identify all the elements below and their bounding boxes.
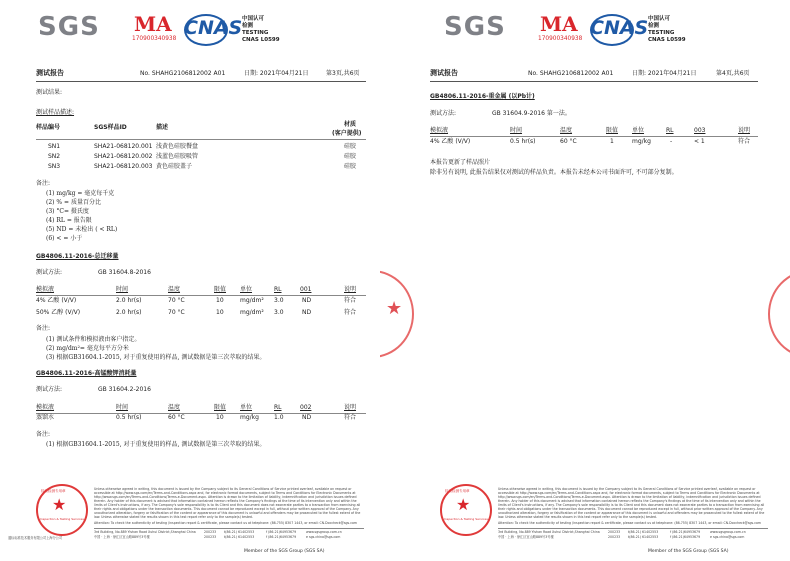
h-unit: 单位	[632, 127, 645, 134]
method-label: 测试方法:	[430, 110, 457, 117]
section2-method-label: 测试方法:	[36, 386, 63, 393]
cnas-cn2: 检测	[648, 23, 660, 29]
s2-h-time: 时间	[116, 404, 129, 411]
s1-header-rule	[36, 295, 366, 296]
sample-header-sgs-id: SGS样品ID	[94, 124, 127, 131]
s1-r1-simulant: 4% 乙酸 (V/V)	[36, 297, 77, 304]
stamp-star-icon: ★	[52, 495, 67, 514]
s1-r2-time: 2.0 hr(s)	[116, 309, 142, 316]
seam-stamp-left	[380, 270, 414, 360]
cnas-testing: TESTING	[648, 30, 675, 36]
s1-r2-unit: mg/dm²	[240, 309, 264, 316]
section-overall-migration-title: GB4806.11-2016-总迁移量	[36, 253, 119, 260]
sample-sn1: SN1	[48, 143, 61, 150]
method: GB 31604.9-2016 第一法。	[492, 110, 571, 117]
report-number: No. SHAHG2106812002 A01	[528, 70, 614, 77]
s1-note-3: (3) 根据GB31604.1-2015, 对于重复使用的样品, 测试数据是第三次萃取的结果。	[46, 354, 266, 361]
s2-h-limit: 限值	[214, 404, 227, 411]
footer-fax-cn: f (86-21)64953679	[266, 535, 297, 539]
stamp-title: 检验检测专用章	[445, 489, 470, 493]
report-page-3	[8, 0, 380, 561]
s2-header-rule	[36, 413, 366, 414]
section-heavy-metal-title: GB4806.11-2016-重金属 (以Pb计)	[430, 93, 535, 100]
s2-h-remark: 说明	[344, 404, 357, 411]
footer-tel-en: t(86-21) 61402553	[224, 530, 255, 534]
s1-note-2: (2) mg/dm²= 毫克每平方分米	[46, 345, 129, 352]
s1-r1-time: 2.0 hr(s)	[116, 297, 142, 304]
stamp-star-icon: ★	[456, 495, 471, 514]
footer-address-cn: 中国 · 上海 · 徐汇区宜山路889号3号楼	[498, 535, 554, 539]
cnas-code: CNAS L0599	[242, 37, 280, 43]
s1-r1-001: ND	[302, 297, 312, 304]
footer-disclaimer: Unless otherwise agreed in writing, this document is issued by the Company subject to its General Conditions of Service printed overleaf, available on request or accessible at http://www.sgs.com/en/Terms-and-Conditions.aspx and, for electronic format documents, subject to Terms and Conditions for Electronic Documents at http://www.sgs.com/en/Terms-and-Conditions/Terms-e-Document.aspx. Attention is drawn to the limitation of liability, indemnification and jurisdiction issues defined therein. Any holder of this document is advised that information contained hereon reflects the Company's findings at the time of its intervention only and within the limits of Client's instructions, if any. The Company's sole responsibility is to its Client and this document does not exonerate parties to a transaction from exercising all their rights and obligations under the transaction documents. This document cannot be reproduced except in full, without prior written approval of the Company. Any unauthorized alteration, forgery or falsification of the content or appearance of this document is unlawful and offenders may be prosecuted to the fullest extent of the law. Unless otherwise stated the results shown in this test report refer only to the sample(s) tested.	[498, 487, 765, 519]
seam-stamp-right	[768, 270, 790, 360]
s1-notes-label: 备注:	[36, 325, 51, 332]
footer-tel-en: t(86-21) 61402553	[628, 530, 659, 534]
report-date: 日期: 2021年04月21日	[632, 70, 697, 77]
s2-r1-002: ND	[302, 414, 312, 421]
s1-r1-remark: 符合	[344, 297, 357, 304]
remark-6: (6) < = 小于	[46, 235, 83, 242]
h-simulant: 模拟液	[430, 127, 449, 134]
cnas-cn: 中国认可	[242, 16, 265, 22]
section2-method: GB 31604.2-2016	[98, 386, 151, 393]
stamp-company: 通标标准技术服务有限公司上海分公司	[8, 536, 63, 540]
r1-simulant: 4% 乙酸 (V/V)	[430, 138, 471, 145]
sgs-logo: SGS	[444, 12, 506, 42]
sample-desc-label: 测试样品描述:	[36, 109, 75, 116]
sample-sn3-desc: 黄色硅胶盖子	[156, 163, 193, 170]
sample-header-desc: 描述	[156, 124, 169, 131]
footer-zip-en: 200233	[608, 530, 621, 534]
title-rule	[430, 81, 758, 82]
s1-r1-unit: mg/dm²	[240, 297, 264, 304]
footer-rule	[94, 528, 364, 529]
sample-sn2: SN2	[48, 153, 61, 160]
footer-fax-en: f (86-21)64953679	[266, 530, 297, 534]
s2-note-1: (1) 根据GB31604.1-2015, 对于重复使用的样品, 测试数据是第三次萃取的结果。	[46, 441, 266, 448]
cnas-text	[242, 16, 280, 44]
sample-sn3: SN3	[48, 163, 61, 170]
s2-h-unit: 单位	[240, 404, 253, 411]
footer-attention: Attention: To check the authenticity of testing /inspection report & certificate, please contact us at telephone: (86-755) 8307 1443, or email: CN.Doccheck@sgs.com	[94, 521, 358, 525]
page-number: 第4页,共6页	[716, 70, 750, 77]
footer-web[interactable]: www.sgsgroup.com.cn	[306, 530, 342, 534]
s1-r2-remark: 符合	[344, 309, 357, 316]
r1-remark: 符合	[738, 138, 751, 145]
remark-3: (3) °C= 摄氏度	[46, 208, 89, 215]
footer-tel-cn: t(86-21) 61402553	[628, 535, 659, 539]
h-remark: 说明	[738, 127, 751, 134]
title-rule	[36, 81, 366, 82]
r1-time: 0.5 hr(s)	[510, 138, 536, 145]
ma-number: 170900340938	[538, 36, 583, 42]
footer-fax-cn: f (86-21)64953679	[670, 535, 701, 539]
s2-h-temp: 温度	[168, 404, 181, 411]
report-page-4	[414, 0, 786, 561]
remark-1: (1) mg/kg = 毫克每千克	[46, 190, 115, 197]
s1-r2-rl: 3.0	[274, 309, 284, 316]
r1-unit: mg/kg	[632, 138, 651, 145]
s1-r2-simulant: 50% 乙醇 (V/V)	[36, 309, 81, 316]
s1-r2-limit: 10	[216, 309, 224, 316]
footer-zip-en: 200233	[204, 530, 217, 534]
stamp-en: Inspection & Testing Services	[444, 517, 488, 521]
sample-table-rule	[36, 139, 366, 140]
footer-email[interactable]: e sgs.china@sgs.com	[306, 535, 341, 539]
test-results-label: 测试结果:	[36, 89, 63, 96]
report-title: 测试报告	[36, 69, 64, 77]
remark-4: (4) RL = 报告限	[46, 217, 92, 224]
remark-5: (5) ND = 未检出 ( < RL)	[46, 226, 118, 233]
s2-r1-simulant: 蒸馏水	[36, 414, 55, 421]
h-time: 时间	[510, 127, 523, 134]
remarks-label: 备注:	[36, 180, 51, 187]
sgs-logo: SGS	[38, 12, 100, 42]
inspection-stamp	[440, 484, 492, 536]
s1-r2-temp: 70 °C	[168, 309, 185, 316]
page-number: 第3页,共6页	[326, 70, 360, 77]
ma-logo	[132, 12, 176, 42]
cnas-logo: CNAS	[590, 17, 649, 39]
cnas-text	[648, 16, 686, 44]
sample-sn2-material: 硅胶	[344, 153, 357, 160]
stamp-title: 检验检测专用章	[41, 489, 66, 493]
cnas-code: CNAS L0599	[648, 37, 686, 43]
report-title: 测试报告	[430, 69, 458, 77]
footer-attention: Attention: To check the authenticity of testing /inspection report & certificate, please contact us at telephone: (86-755) 8307 1443, or email: CN.Doccheck@sgs.com	[498, 521, 762, 525]
sample-sn3-material: 硅胶	[344, 163, 357, 170]
s2-h-rl: RL	[274, 404, 282, 411]
footer-address-en: 3rd Building, No.889 Yishan Road Xuhui District,Shanghai China	[498, 530, 600, 534]
cnas-cn2: 检测	[242, 23, 254, 29]
footer-web[interactable]: www.sgsgroup.com.cn	[710, 530, 746, 534]
cnas-testing: TESTING	[242, 30, 269, 36]
s1-h-001: 001	[300, 286, 312, 293]
footer-zip-cn: 200233	[608, 535, 621, 539]
s2-r1-remark: 符合	[344, 414, 357, 421]
sample-header-id: 样品编号	[36, 124, 61, 131]
s2-r1-unit: mg/kg	[240, 414, 259, 421]
s1-h-time: 时间	[116, 286, 129, 293]
footer-tel-cn: t(86-21) 61402553	[224, 535, 255, 539]
sample-sn1-desc: 浅黄色硅胶餐盘	[156, 143, 199, 150]
footer-disclaimer: Unless otherwise agreed in writing, this document is issued by the Company subject to its General Conditions of Service printed overleaf, available on request or accessible at http://www.sgs.com/en/Terms-and-Conditions.aspx and, for electronic format documents, subject to Terms and Conditions for Electronic Documents at http://www.sgs.com/en/Terms-and-Conditions/Terms-e-Document.aspx. Attention is drawn to the limitation of liability, indemnification and jurisdiction issues defined therein. Any holder of this document is advised that information contained hereon reflects the Company's findings at the time of its intervention only and within the limits of Client's instructions, if any. The Company's sole responsibility is to its Client and this document does not exonerate parties to a transaction from exercising all their rights and obligations under the transaction documents. This document cannot be reproduced except in full, without prior written approval of the Company. Any unauthorized alteration, forgery or falsification of the content or appearance of this document is unlawful and offenders may be prosecuted to the fullest extent of the law. Unless otherwise stated the results shown in this test report refer only to the sample(s) tested.	[94, 487, 361, 519]
s1-r2-001: ND	[302, 309, 312, 316]
report-number: No. SHAHG2106812002 A01	[140, 70, 226, 77]
seam-star-icon: ★	[386, 298, 403, 319]
sample-sn1-id: SHA21-068120.001	[94, 143, 153, 150]
inspection-stamp	[36, 484, 88, 536]
stamp-en: Inspection & Testing Services	[40, 517, 84, 521]
s1-note-1: (1) 测试条件和模拟液由客户指定。	[46, 336, 141, 343]
sample-sn1-material: 硅胶	[344, 143, 357, 150]
end-note-1: 本报告更新了样品照片	[430, 159, 491, 166]
cnas-logo: CNAS	[184, 17, 243, 39]
header-rule	[430, 136, 758, 137]
remark-2: (2) % = 质量百分比	[46, 199, 101, 206]
ma-logo	[538, 12, 582, 42]
section1-method-label: 测试方法:	[36, 269, 63, 276]
s1-h-remark: 说明	[344, 286, 357, 293]
sample-sn2-id: SHA21-068120.002	[94, 153, 153, 160]
footer-member: Member of the SGS Group (SGS SA)	[648, 549, 729, 554]
s1-r1-temp: 70 °C	[168, 297, 185, 304]
s1-h-unit: 单位	[240, 286, 253, 293]
s1-r1-rl: 3.0	[274, 297, 284, 304]
s2-r1-rl: 1.0	[274, 414, 284, 421]
sample-sn3-id: SHA21-068120.003	[94, 163, 153, 170]
section1-method: GB 31604.8-2016	[98, 269, 151, 276]
r1-temp: 60 °C	[560, 138, 577, 145]
ma-number: 170900340938	[132, 36, 177, 42]
h-limit: 限值	[606, 127, 619, 134]
sample-header-client: (客户提供)	[332, 130, 362, 137]
sample-header-material: 材质	[344, 121, 357, 128]
r1-003: < 1	[694, 138, 705, 145]
footer-member: Member of the SGS Group (SGS SA)	[244, 549, 325, 554]
s2-notes-label: 备注:	[36, 431, 51, 438]
s1-h-limit: 限值	[214, 286, 227, 293]
footer-email[interactable]: e sgs.china@sgs.com	[710, 535, 745, 539]
s1-r1-limit: 10	[216, 297, 224, 304]
footer-zip-cn: 200233	[204, 535, 217, 539]
r1-rl: -	[670, 138, 673, 145]
cnas-cn: 中国认可	[648, 16, 671, 22]
s2-r1-time: 0.5 hr(s)	[116, 414, 142, 421]
footer-address-cn: 中国 · 上海 · 徐汇区宜山路889号3号楼	[94, 535, 150, 539]
s1-h-simulant: 模拟液	[36, 286, 55, 293]
report-date: 日期: 2021年04月21日	[244, 70, 309, 77]
seam-stamp-ring-icon	[768, 270, 790, 358]
end-note-2: 除非另有说明, 此报告结果仅对测试的样品负责。本报告未经本公司书面许可, 不可部分复制。	[430, 169, 678, 176]
s2-h-simulant: 模拟液	[36, 404, 55, 411]
footer-fax-en: f (86-21)64953679	[670, 530, 701, 534]
r1-limit: 1	[610, 138, 614, 145]
h-003: 003	[694, 127, 706, 134]
s2-r1-temp: 60 °C	[168, 414, 185, 421]
h-rl: RL	[666, 127, 674, 134]
s2-r1-limit: 10	[216, 414, 224, 421]
ma-mark: MA	[134, 12, 172, 36]
s2-h-002: 002	[300, 404, 312, 411]
sample-sn2-desc: 浅蓝色硅胶吸管	[156, 153, 199, 160]
s1-h-temp: 温度	[168, 286, 181, 293]
footer-rule	[498, 528, 768, 529]
section-kmno4-title: GB4806.11-2016-高锰酸钾消耗量	[36, 370, 137, 377]
ma-mark: MA	[540, 12, 578, 36]
h-temp: 温度	[560, 127, 573, 134]
footer-address-en: 3rd Building, No.889 Yishan Road Xuhui District,Shanghai China	[94, 530, 196, 534]
s1-h-rl: RL	[274, 286, 282, 293]
